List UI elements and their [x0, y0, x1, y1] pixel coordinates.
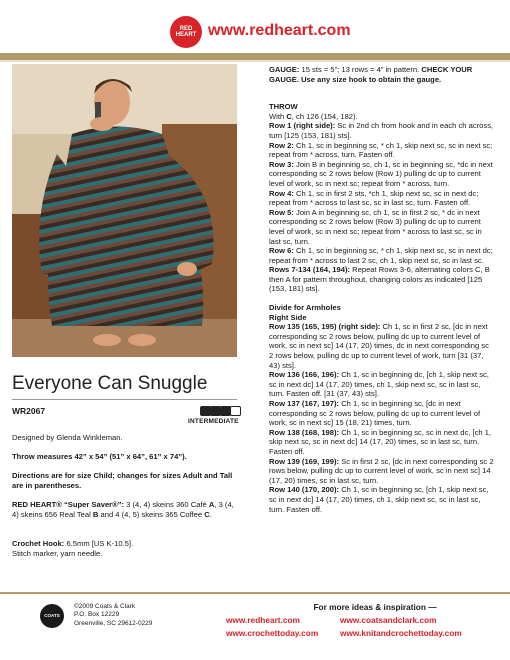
notions: Stitch marker, yarn needle. — [12, 549, 103, 558]
throw-measures: Throw measures 42” x 54” (51” x 64”, 61” x 74”). — [12, 452, 187, 461]
with-color: C — [286, 111, 292, 121]
row-text: Ch 1, sc in beginning sc, [dc in next corresponding sc 2 rows below, pulling dc up to current level of work, sc in next sc] 15 (18, 21) times, turn. — [269, 399, 481, 428]
row-label: Row 140 (170, 200): — [269, 485, 340, 495]
red-heart-logo — [170, 16, 202, 48]
row-instruction — [269, 208, 494, 246]
row-instruction — [269, 265, 494, 294]
designer-credit: Designed by Glenda Winkleman. — [12, 433, 123, 442]
row-instruction — [269, 457, 494, 486]
gauge-text: 15 sts = 5”; 13 rows = 4” in pattern. — [299, 65, 422, 74]
row-label: Row 2: — [269, 140, 294, 150]
row-instruction — [269, 370, 494, 399]
address-line-1: P.O. Box 12229 — [74, 611, 120, 619]
logo-word-2: HEART — [175, 32, 197, 39]
row-text: Ch 1, sc in first 2 sc, [dc in next corresponding sc 2 rows below, pulling dc up to current level of work, sc in next sc] 14 (17, 20) times, dc in next corresponding sc 2 rows below, pulling dc up to current level of work, turn [31 (37, 43) sts]. — [269, 322, 489, 370]
row-label: Row 3: — [269, 159, 294, 169]
yarn-letter-b: B — [92, 509, 99, 519]
address-line-2: Greenville, SC 29612-0229 — [74, 619, 153, 627]
row-text: Sc in first 2 sc, [dc in next corresponding sc 2 rows below, pulling dc up to current level of work, sc in next sc] 14 (17, 20) times, sc in last sc, turn. — [269, 456, 494, 485]
hook-label: Crochet Hook: — [12, 539, 65, 548]
hook-info — [12, 539, 238, 549]
row-text: Join A in beginning sc, ch 1, sc in first 2 sc, * dc in next corresponding sc 2 rows below (Row 3) pulling dc up to current level of work, sc in next sc; repeat from * across to last sc, sc in last sc, turn. — [269, 207, 482, 246]
row-instruction — [269, 322, 494, 370]
row-label: Row 1 (right side): — [269, 121, 336, 131]
row-label: Rows 7-134 (164, 194): — [269, 265, 351, 275]
row-label: Row 138 (168, 198): — [269, 427, 340, 437]
row-label: Row 135 (165, 195) (right side): — [269, 322, 381, 332]
row-instruction — [269, 399, 494, 428]
yarn-letter-a: A — [208, 500, 215, 509]
row-instruction — [269, 160, 494, 189]
link-crochettoday[interactable]: www.crochettoday.com — [226, 628, 319, 638]
skill-block-4 — [230, 406, 241, 416]
row-text: Ch 1, sc in beginning sc, [ch 1, skip next sc, sc in next dc] 14 (17, 20) times, ch 1, skip next sc, sc in last sc, turn. Fasten off. — [269, 485, 489, 514]
row-instruction — [269, 428, 494, 457]
logo-word-1: RED — [179, 26, 193, 32]
yarn-requirements — [12, 500, 238, 519]
gauge-paragraph — [269, 65, 494, 84]
foundation-chain — [269, 112, 494, 122]
row-text: Ch 1, sc in first 2 sts, *ch 1, skip next sc, sc in next dc; repeat from * across to last sc, sc in last sc, turn. Fasten off. — [269, 188, 479, 208]
right-side-heading: Right Side — [269, 312, 307, 322]
row-instruction — [269, 485, 494, 514]
copyright-line: ©2009 Coats & Clark — [74, 603, 136, 610]
yarn-text-3: and 4 (4, 5) skeins 365 Coffee — [98, 509, 205, 519]
hook-size: 6.5mm [US K-10.5]. — [64, 539, 134, 548]
row-label: Row 6: — [269, 246, 294, 256]
row-text: Repeat Rows 3-6, alternating colors C, B then A for pattern throughout, changing colors as indicated [125 (153, 181) sts]. — [269, 265, 490, 294]
row-label: Row 137 (167, 197): — [269, 399, 340, 408]
divide-heading: Divide for Armholes — [269, 303, 341, 313]
title-divider — [12, 399, 237, 400]
with-text-2: , ch 126 (154, 182). — [291, 111, 358, 121]
footer-rule — [0, 592, 510, 594]
row-label: Row 5: — [269, 207, 294, 217]
instructions-column — [269, 65, 494, 514]
link-coatsandclark[interactable]: www.coatsandclark.com — [340, 615, 437, 625]
row-label: Row 136 (166, 196): — [269, 370, 340, 380]
with-text-1: With — [269, 111, 287, 121]
yarn-letter-c: C — [204, 509, 210, 519]
row-instruction — [269, 141, 494, 160]
yarn-end: . — [209, 509, 212, 519]
row-text: Join B in beginning sc, ch 1, sc in beginning sc, *dc in next corresponding sc 2 rows below (Row 1) pulling dc up to current level of work, sc in next sc; repeat from * across, turn. — [269, 159, 493, 188]
link-knitandcrochettoday[interactable]: www.knitandcrochettoday.com — [340, 628, 462, 638]
row-instruction — [269, 189, 494, 208]
row-text: Ch 1, sc in beginning sc, * ch 1, skip next sc, sc in next dc; repeat from * across to last 2 sc, ch 1, skip next sc, sc in last sc. — [269, 246, 493, 265]
pattern-number: WR2067 — [12, 406, 46, 416]
header-rule — [0, 53, 510, 60]
pattern-title: Everyone Can Snuggle — [12, 373, 208, 394]
yarn-text-1: 3 (4, 4) skeins 360 Café — [124, 500, 209, 509]
row-text: Ch 1, sc in beginning dc, [ch 1, skip next sc, sc in next dc] 14 (17, 20) times, ch 1, skip next sc, sc in last sc, turn. Fasten off. [31 (37, 43) sts]. — [269, 370, 489, 399]
row-instruction — [269, 121, 494, 140]
coats-logo: COATS — [40, 604, 64, 628]
row-label: Row 4: — [269, 188, 294, 198]
row-text: Sc in 2nd ch from hook and in each ch across, turn [125 (153, 181) sts]. — [269, 121, 494, 140]
skill-level-label: INTERMEDIATE — [188, 418, 239, 425]
gauge-check: CHECK YOUR GAUGE. Use any size hook to obtain the gauge. — [269, 65, 473, 84]
row-label: Row 139 (169, 199): — [269, 456, 340, 466]
site-url[interactable]: www.redheart.com — [208, 22, 351, 39]
yarn-label: RED HEART® “Super Saver®”: — [12, 500, 125, 509]
copyright-address — [74, 603, 152, 628]
throw-heading: THROW — [269, 102, 298, 112]
size-directions: Directions are for size Child; changes for sizes Adult and Tall are in parentheses. — [12, 471, 233, 490]
skill-level-meter — [200, 406, 242, 414]
man-in-striped-snuggle-photo — [12, 64, 237, 357]
row-instruction — [269, 246, 494, 265]
more-ideas-heading: For more ideas & inspiration — — [313, 602, 437, 612]
link-redheart[interactable]: www.redheart.com — [226, 615, 300, 625]
gauge-label: GAUGE: — [269, 65, 300, 74]
row-text: Ch 1, sc in beginning sc, sc in next dc, [ch 1, skip next sc, sc in next dc] 14 (17, 20) times, sc in last sc, turn. Fasten off. — [269, 427, 492, 456]
yarn-text-2: , 3 (4, 4) skeins 656 Real Teal — [12, 500, 234, 519]
row-text: Ch 1, sc in beginning sc, * ch 1, skip next sc, sc in next sc; repeat from * across, turn. Fasten off. — [269, 140, 493, 160]
